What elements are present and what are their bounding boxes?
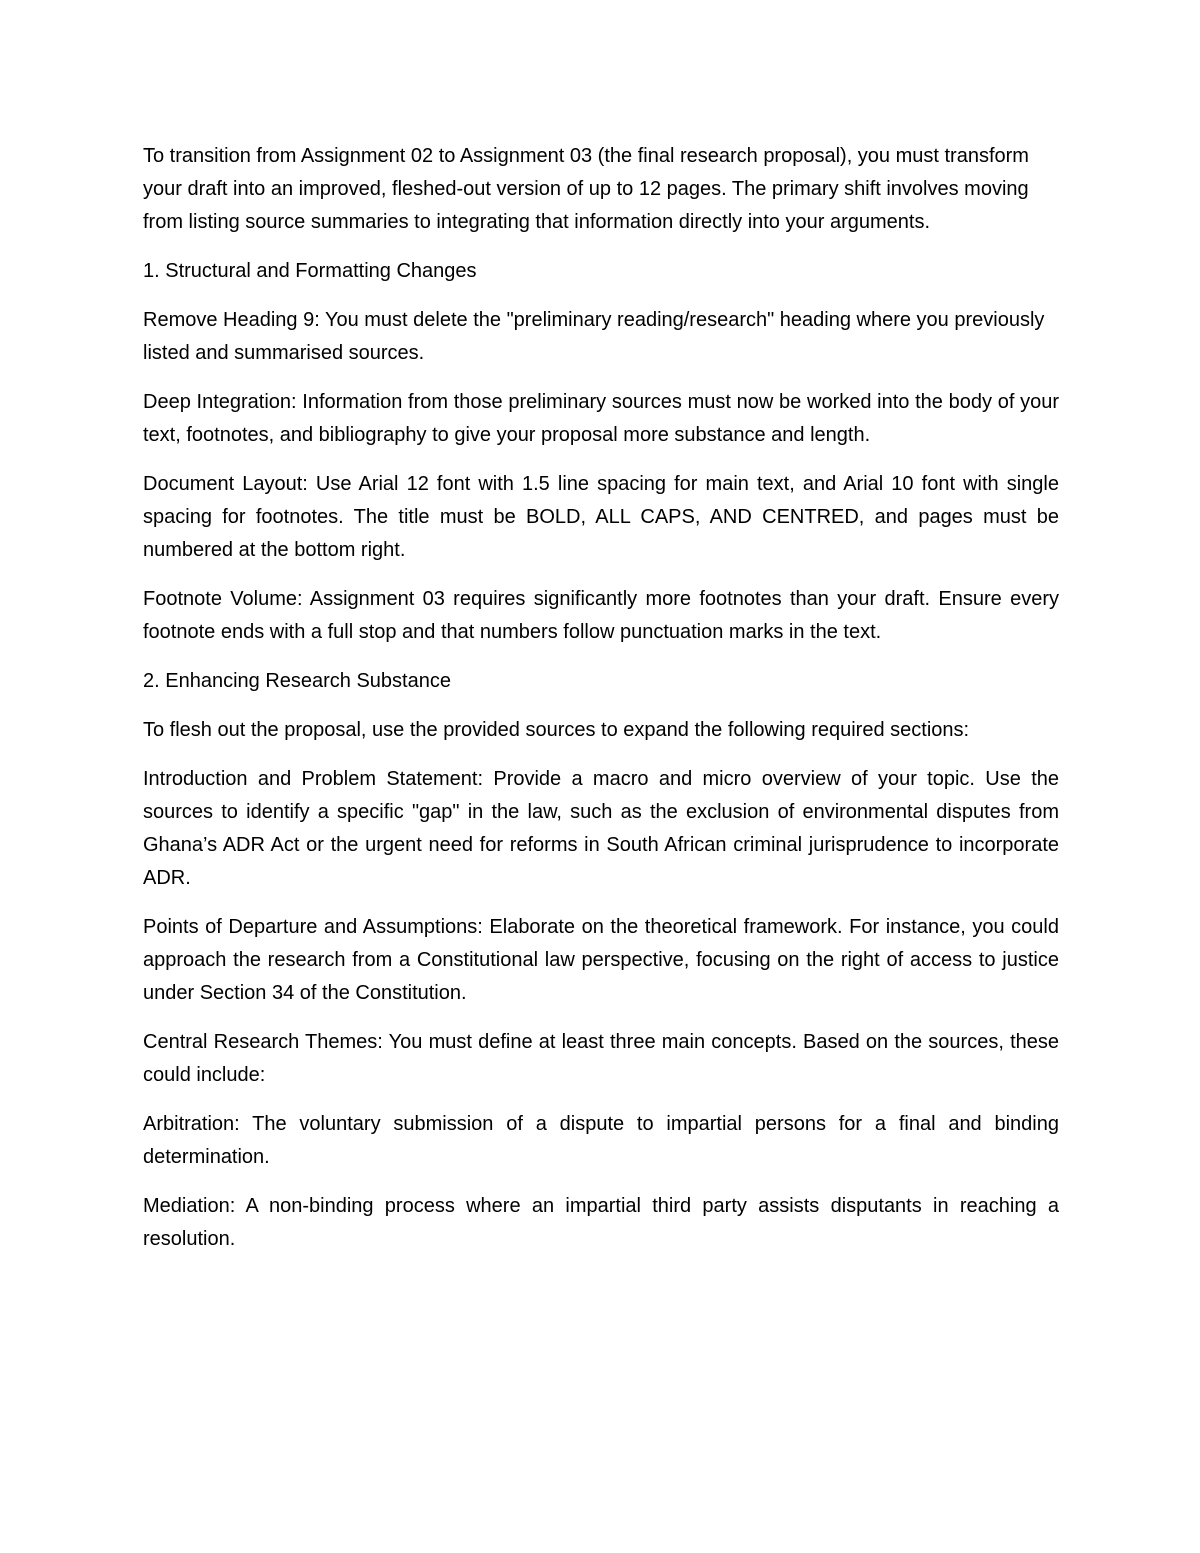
paragraph-footnote-volume: Footnote Volume: Assignment 03 requires significantly more footnotes than your draft. Ensure every footnote ends with a full stop and that numbers follow punctuation marks in the text. [143,588,1059,643]
paragraph-remove-heading: Remove Heading 9: You must delete the "preliminary reading/research" heading where you previously listed and summarised sources. [143,309,1045,364]
paragraph-flesh-out: To flesh out the proposal, use the provided sources to expand the following required sections: [143,719,970,741]
section-heading-structural-formatting: 1. Structural and Formatting Changes [143,260,477,282]
paragraph-document-layout: Document Layout: Use Arial 12 font with 1.5 line spacing for main text, and Arial 10 font with single spacing for footnotes. The title must be BOLD, ALL CAPS, AND CENTRED, and pages must be numbered at the bottom right. [143,473,1059,561]
section-heading-enhancing-research: 2. Enhancing Research Substance [143,670,451,692]
paragraph-introduction-problem: Introduction and Problem Statement: Provide a macro and micro overview of your topic. Use the sources to identify a specific "gap" in the law, such as the exclusion of environmental disputes from Ghana’s ADR Act or the urgent need for reforms in South African criminal jurisprudence to incorporate ADR. [143,768,1059,889]
intro-paragraph: To transition from Assignment 02 to Assignment 03 (the final research proposal), you must transform your draft into an improved, fleshed-out version of up to 12 pages. The primary shift involves moving from listing source summaries to integrating that information directly into your arguments. [143,145,1029,233]
paragraph-mediation: Mediation: A non-binding process where an impartial third party assists disputants in reaching a resolution. [143,1195,1059,1250]
paragraph-central-themes: Central Research Themes: You must define at least three main concepts. Based on the sources, these could include: [143,1031,1059,1086]
document-body [143,140,1059,1272]
paragraph-arbitration: Arbitration: The voluntary submission of a dispute to impartial persons for a final and binding determination. [143,1113,1059,1168]
paragraph-deep-integration: Deep Integration: Information from those preliminary sources must now be worked into the body of your text, footnotes, and bibliography to give your proposal more substance and length. [143,391,1059,446]
paragraph-points-of-departure: Points of Departure and Assumptions: Elaborate on the theoretical framework. For instance, you could approach the research from a Constitutional law perspective, focusing on the right of access to justice under Section 34 of the Constitution. [143,916,1059,1004]
